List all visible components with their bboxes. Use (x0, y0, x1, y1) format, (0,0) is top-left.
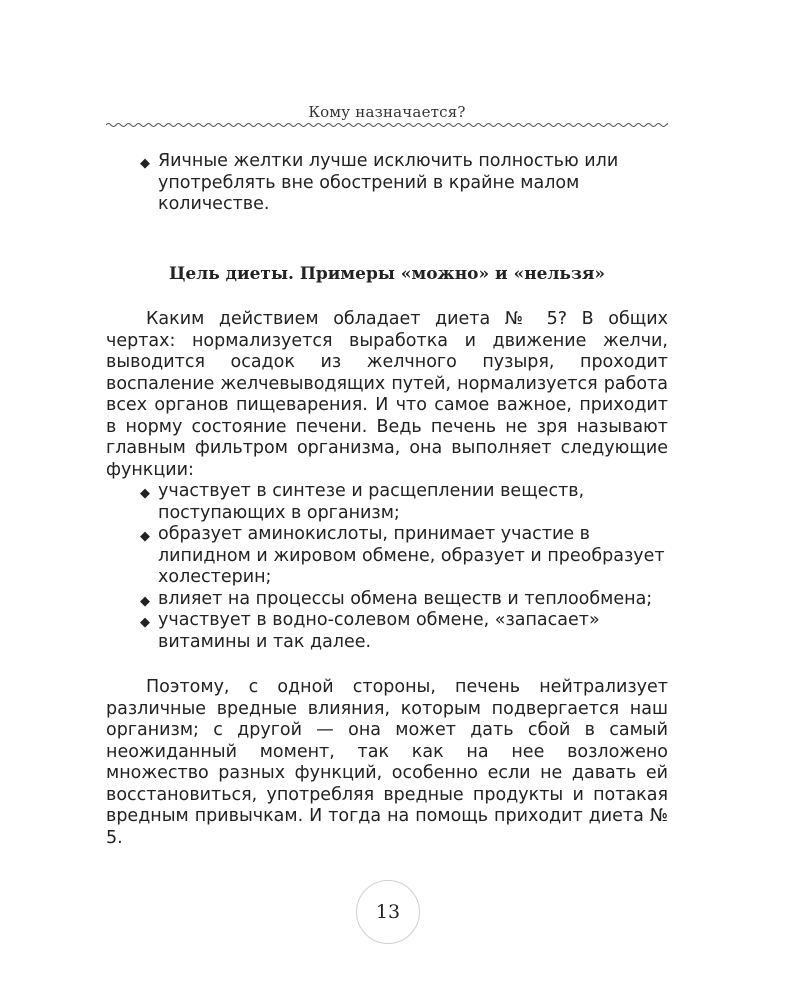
closing-paragraph: Поэтому, с одной стороны, печень нейтрализует различные вредные влияния, которым подвергается наш организм; с другой — она может дать сбой в самый неожиданный момент, так как на нее возложено множество разных функций, особенно если не давать ей восстановиться, употребляя вредные продукты и потакая вредным привычкам. И тогда на помощь приходит диета № 5. (106, 677, 668, 848)
diamond-bullet-icon: ◆ (140, 615, 150, 630)
list-item (140, 524, 668, 589)
page-number: 13 (356, 880, 420, 944)
intro-paragraph: Каким действием обладает диета № 5? В общих чертах: нормализуется выработка и движение желчи, выводится осадок из желчного пузыря, проходит воспаление желчевыводящих путей, нормализуется работа всех органов пищеварения. И что самое важное, приходит в норму состояние печени. Ведь печень не зря называют главным фильтром организма, она выполняет следующие функции: (106, 309, 668, 480)
diamond-bullet-icon: ◆ (140, 529, 150, 544)
list-item (140, 588, 668, 611)
running-header: Кому назначается? (308, 103, 466, 121)
diamond-bullet-icon: ◆ (140, 593, 150, 609)
diamond-bullet-icon: ◆ (140, 486, 150, 501)
section-heading: Цель диеты. Примеры «можно» и «нельзя» (168, 263, 606, 284)
list-item (140, 610, 668, 653)
list-item-text: образует аминокислоты, принимает участие в липидном и жировом обмене, образует и преобразует холестерин; (158, 524, 665, 587)
page-content (106, 151, 668, 849)
list-item-text: участвует в водно-солевом обмене, «запасает» витамины и так далее. (158, 610, 600, 652)
list-item-text: участвует в синтезе и расщеплении веществ, поступающих в организм; (158, 481, 585, 523)
list-item (140, 151, 668, 216)
diamond-bullet-icon: ◆ (140, 156, 150, 171)
bullet-list-top (106, 151, 668, 216)
list-item (140, 481, 668, 524)
header-wave-rule (106, 121, 668, 129)
bullet-list-functions (106, 481, 668, 653)
list-item-text: влияет на процессы обмена веществ и теплообмена; (158, 588, 653, 609)
list-item-text: Яичные желтки лучше исключить полностью или употреблять вне обострений в крайне малом количестве. (158, 151, 619, 214)
